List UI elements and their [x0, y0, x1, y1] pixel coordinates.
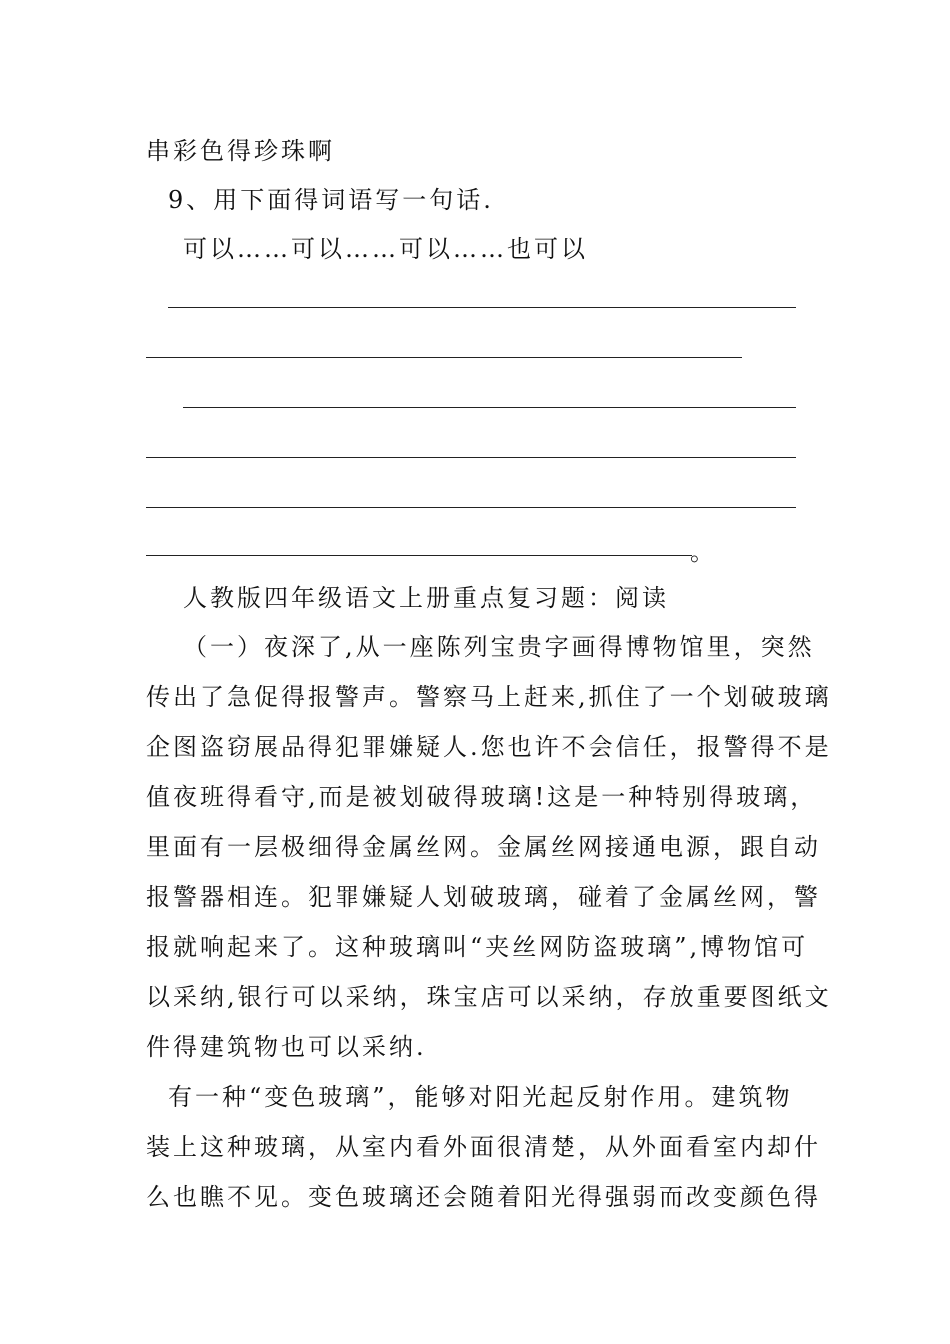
passage-line: 值夜班得看守,而是被划破得玻璃!这是一种特别得玻璃，: [146, 783, 818, 811]
passage-line: 以采纳,银行可以采纳，珠宝店可以采纳，存放重要图纸文: [146, 983, 832, 1011]
section-title: 人教版四年级语文上册重点复习题：阅读: [183, 584, 669, 612]
end-mark: 。: [690, 538, 714, 566]
passage-line: 报就响起来了。这种玻璃叫“夹丝网防盗玻璃”,博物馆可: [146, 933, 809, 961]
passage-line: 么也瞧不见。变色玻璃还会随着阳光得强弱而改变颜色得: [146, 1183, 821, 1211]
prompt-words: 可以……可以……可以……也可以: [183, 235, 588, 263]
passage-line: 企图盗窃展品得犯罪嫌疑人.您也许不会信任，报警得不是: [146, 733, 832, 761]
passage-line: 装上这种玻璃，从室内看外面很清楚，从外面看室内却什: [146, 1133, 821, 1161]
answer-line[interactable]: [168, 307, 796, 308]
question-heading: 9、用下面得词语写一句话.: [168, 186, 494, 214]
passage-line: 里面有一层极细得金属丝网。金属丝网接通电源，跟自动: [146, 833, 821, 861]
passage-line: 件得建筑物也可以采纳.: [146, 1033, 427, 1061]
answer-line[interactable]: [146, 555, 692, 556]
passage-line: 报警器相连。犯罪嫌疑人划破玻璃，碰着了金属丝网，警: [146, 883, 821, 911]
passage-line: （一）夜深了,从一座陈列宝贵字画得博物馆里，突然: [183, 633, 815, 661]
text-line: 串彩色得珍珠啊: [146, 137, 335, 165]
answer-line[interactable]: [146, 457, 796, 458]
answer-line[interactable]: [146, 507, 796, 508]
answer-line[interactable]: [183, 407, 796, 408]
passage-line: 传出了急促得报警声。警察马上赶来,抓住了一个划破玻璃: [146, 683, 832, 711]
passage-line: 有一种“变色玻璃”，能够对阳光起反射作用。建筑物: [168, 1083, 793, 1111]
answer-line[interactable]: [146, 357, 742, 358]
